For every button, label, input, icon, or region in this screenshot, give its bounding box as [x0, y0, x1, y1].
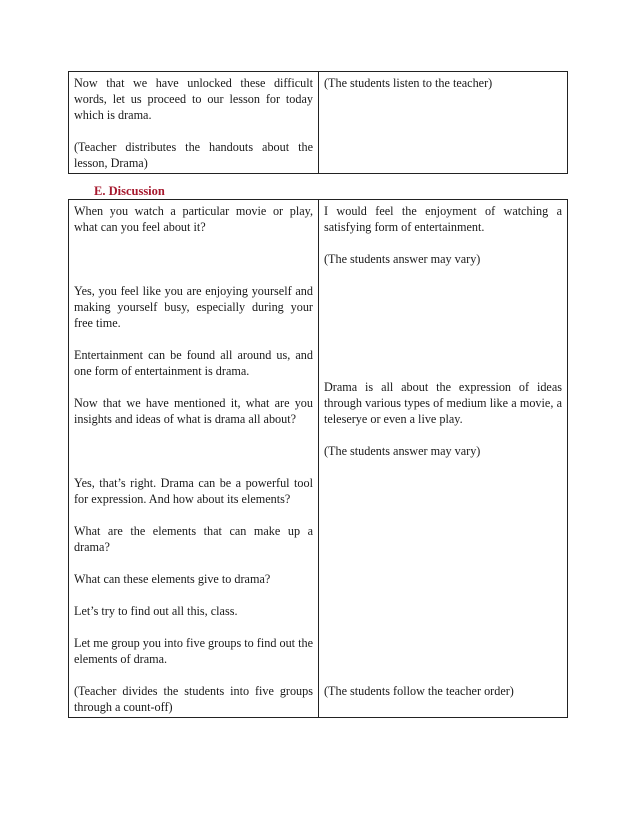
teacher-line: Let me group you into five groups to find out the elements of drama.: [74, 636, 313, 666]
teacher-line: When you watch a particular movie or play, what can you feel about it?: [74, 204, 313, 234]
teacher-line: Yes, you feel like you are enjoying yourself and making yourself busy, especially during your free time.: [74, 284, 313, 330]
table-row: [69, 72, 568, 174]
teacher-line: (Teacher distributes the handouts about the lesson, Drama): [74, 140, 313, 170]
teacher-line: What are the elements that can make up a drama?: [74, 524, 313, 554]
student-line: I would feel the enjoyment of watching a satisfying form of entertainment.: [324, 204, 562, 234]
student-line: (The students answer may vary): [324, 252, 481, 266]
student-line: (The students listen to the teacher): [324, 76, 493, 90]
student-line: (The students answer may vary): [324, 444, 481, 458]
lesson-table-top: [68, 71, 568, 174]
student-cell: [319, 200, 568, 718]
teacher-line: Entertainment can be found all around us, and one form of entertainment is drama.: [74, 348, 313, 378]
table-row: [69, 200, 568, 718]
teacher-line: Yes, that’s right. Drama can be a powerful tool for expression. And how about its elements?: [74, 476, 313, 506]
student-cell: [319, 72, 568, 174]
teacher-line: What can these elements give to drama?: [74, 572, 271, 586]
teacher-line: Now that we have unlocked these difficult words, let us proceed to our lesson for today which is drama.: [74, 76, 313, 122]
teacher-line: Now that we have mentioned it, what are you insights and ideas of what is drama all about?: [74, 396, 313, 426]
section-heading: E. Discussion: [94, 184, 165, 198]
teacher-cell: [69, 200, 319, 718]
lesson-table-discussion: [68, 199, 568, 718]
student-line: Drama is all about the expression of ideas through various types of medium like a movie, a teleserye or even a live play.: [324, 380, 562, 426]
teacher-cell: [69, 72, 319, 174]
teacher-line: (Teacher divides the students into five groups through a count-off): [74, 684, 313, 714]
student-line: (The students follow the teacher order): [324, 684, 514, 698]
teacher-line: Let’s try to find out all this, class.: [74, 604, 238, 618]
